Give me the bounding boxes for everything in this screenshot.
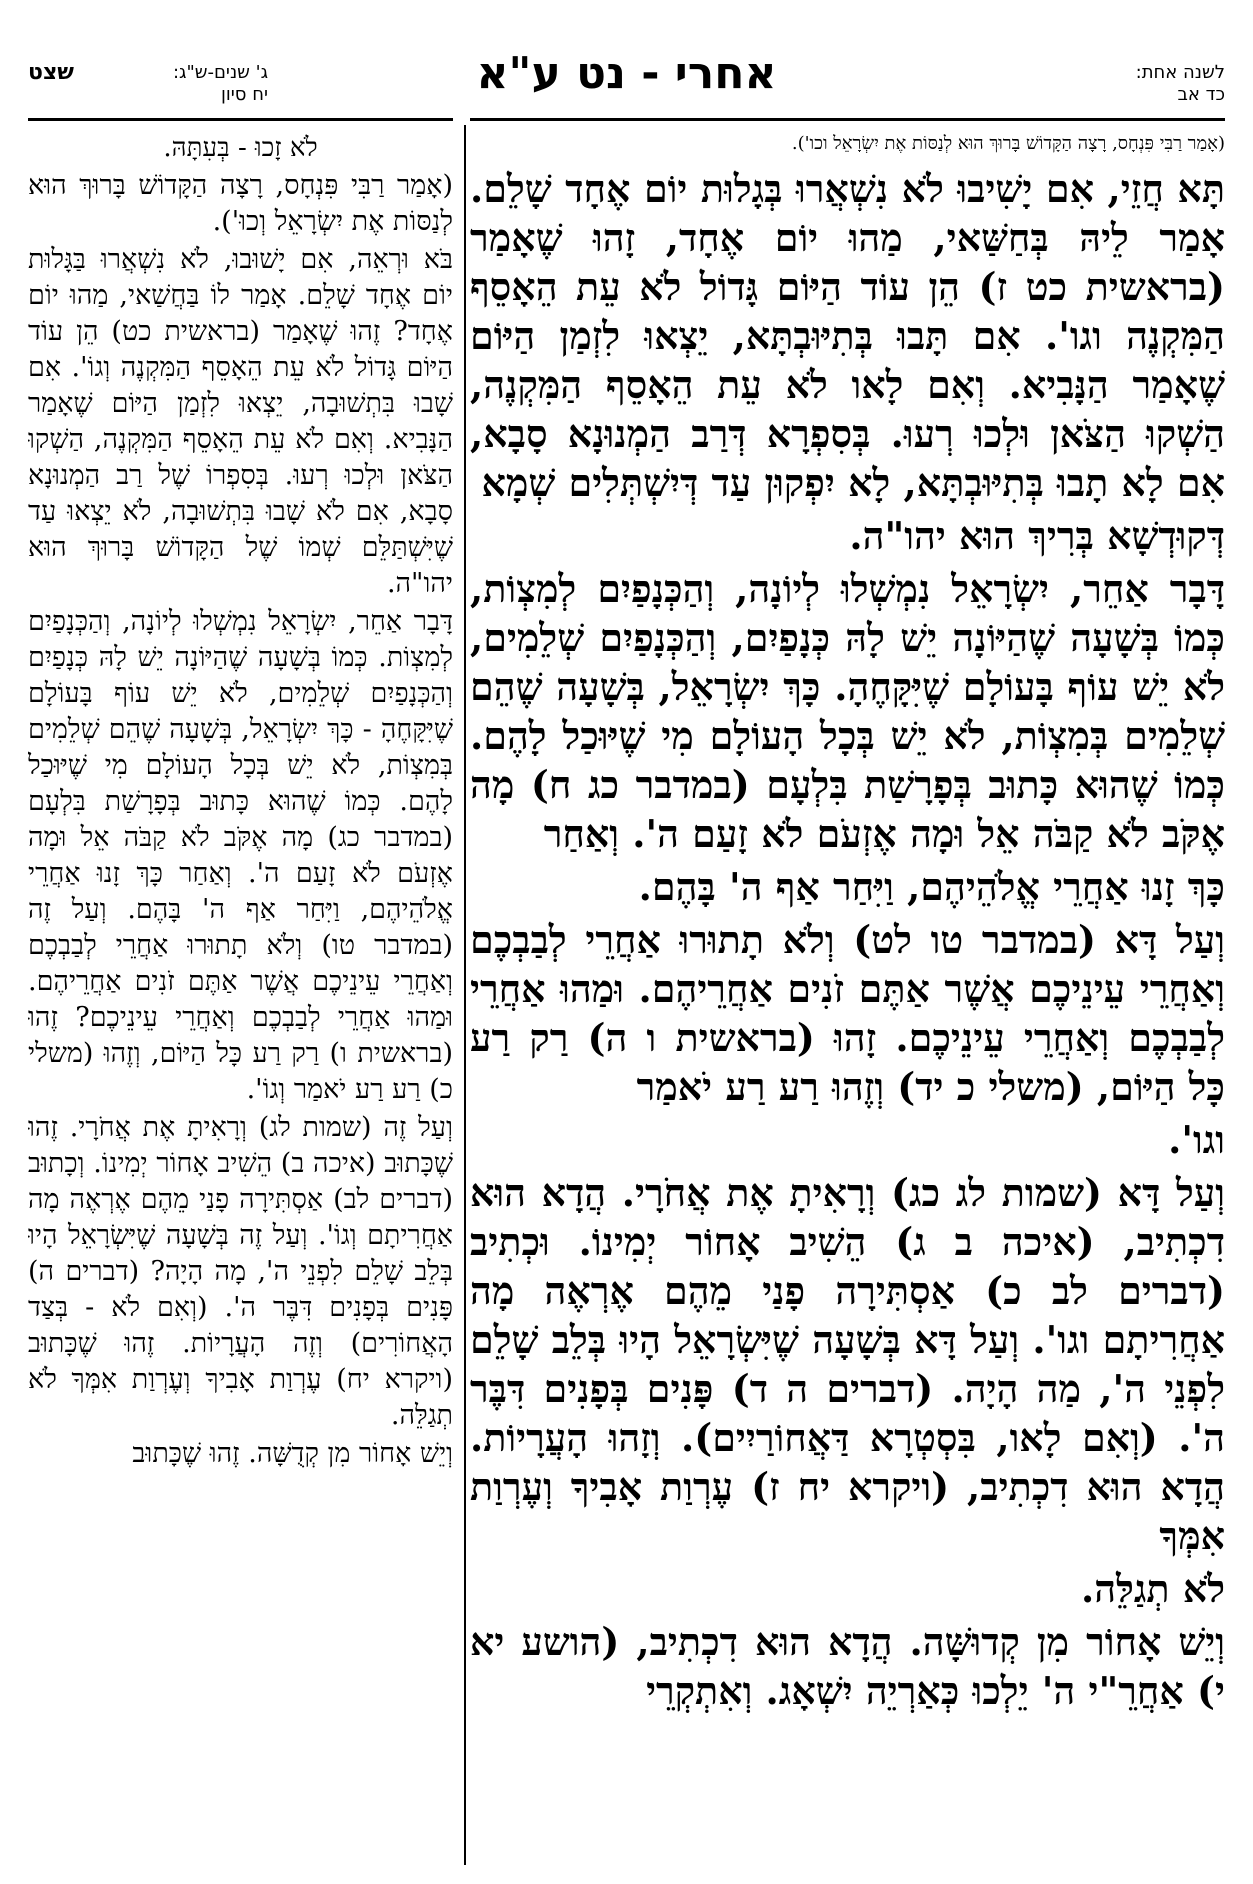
cycle-label-left: ג' שנים-ש"ג:: [172, 62, 268, 83]
study-cycle-label: לשנה אחת:: [1135, 62, 1225, 83]
side-paragraph: בֹּא וּרְאֵה, אִם יָשׁוּבוּ, לֹא נִשְׁאֲרוּ בַּגָּלוּת יוֹם אֶחָד שָׁלֵם. אָמַר לוֹ בַּחֲשַׁאי, מַהוּ יוֹם אֶחָד? זֶהוּ שֶׁאָמַר (בראשית כט) הֵן עוֹד הַיּוֹם גָּדוֹל לֹא עֵת הֵאָסֵף הַמִּקְנֶה וְגוֹ'. אִם שָׁבוּ בִּתְשׁוּבָה, יֵצְאוּ לִזְמַן הַיּוֹם שֶׁאָמַר הַנָּבִיא. וְאִם לֹא עֵת הֵאָסֵף הַמִּקְנֶה, הַשְׁקוּ הַצֹּאן וּלְכוּ רְעוּ. בְּסִפְרוֹ שֶׁל רַב הַמְנוּנָא סָבָא, אִם לֹא שָׁבוּ בִּתְשׁוּבָה, לֹא יֵצְאוּ עַד שֶׁיִּשְׁתַּלֵּם שְׁמוֹ שֶׁל הַקָּדוֹשׁ בָּרוּךְ הוּא יהו"ה.: [28, 244, 453, 599]
side-paragraph: דָּבָר אַחֵר, יִשְׂרָאֵל נִמְשְׁלוּ לְיוֹנָה, וְהַכְּנָפַיִם לְמִצְוֹת. כְּמוֹ בְּשָׁעָה שֶׁהַיּוֹנָה יֵשׁ לָהּ כְּנָפַיִם וְהַכְּנָפַיִם שְׁלֵמִים, לֹא יֵשׁ עוֹף בָּעוֹלָם שֶׁיִּקָּחֶהָ - כָּךְ יִשְׂרָאֵל, בְּשָׁעָה שֶׁהֵם שְׁלֵמִים בְּמִצְוֹת, לֹא יֵשׁ בְּכָל הָעוֹלָם מִי שֶׁיּוּכַל לָהֶם. כְּמוֹ שֶׁהוּא כָּתוּב בְּפָרָשַׁת בִּלְעָם (במדבר כג) מָה אֶקֹּב לֹא קַבֹּה אֵל וּמָה אֶזְעֹם לֹא זָעַם ה'. וְאַחַר כָּךְ זָנוּ אַחֲרֵי אֱלֹהֵיהֶם, וַיִּחַר אַף ה' בָּהֶם. וְעַל זֶה (במדבר טו) וְלֹא תָתוּרוּ אַחֲרֵי לְבַבְכֶם וְאַחֲרֵי עֵינֵיכֶם אֲשֶׁר אַתֶּם זֹנִים אַחֲרֵיהֶם. וּמַהוּ אַחֲרֵי לְבַבְכֶם וְאַחֲרֵי עֵינֵיכֶם? זֶהוּ (בראשית ו) רַק רַע כָּל הַיּוֹם, וְזֶהוּ (משלי כ) רַע רַע יֹאמַר וְגוֹ'.: [28, 606, 453, 1105]
study-cycle-date: כד אב: [1177, 84, 1225, 105]
main-paragraph: דָּבָר אַחֵר, יִשְׂרָאֵל נִמְשְׁלוּ לְיוֹנָה, וְהַכְּנָפַיִם לְמִצְוֹת, כְּמוֹ בְּשָׁעָה שֶׁהַיּוֹנָה יֵשׁ לָהּ כְּנָפַיִם, וְהַכְּנָפַיִם שְׁלֵמִים, לֹא יֵשׁ עוֹף בָּעוֹלָם שֶׁיִּקָּחֶהָ. כָּךְ יִשְׂרָאֵל, בְּשָׁעָה שֶׁהֵם שְׁלֵמִים בְּמִצְוֹת, לֹא יֵשׁ בְּכָל הָעוֹלָם מִי שֶׁיּוּכַל לָהֶם. כְּמוֹ שֶׁהוּא כָּתוּב בְּפָרָשַׁת בִּלְעָם (במדבר כג ח) מָה אֶקֹּב לֹא קַבֹּה אֵל וּמָה אֶזְעֹם לֹא זָעַם ה'. וְאַחַר: [470, 566, 1225, 856]
main-paragraph: כָּךְ זָנוּ אַחֲרֵי אֱלֹהֵיהֶם, וַיִּחַר אַף ה' בָּהֶם.: [638, 864, 1225, 909]
header-rule-side: [28, 118, 453, 121]
side-title: לֹא זָכוּ - בְּעִתָּהּ.: [163, 133, 318, 163]
translation-column: [28, 130, 453, 1860]
main-paragraph: וְעַל דָּא (שמות לג כג) וְרָאִיתָ אֶת אֲחֹרָי. הֲדָא הוּא דִכְתִיב, (איכה ב ג) הֵשִׁיב אָחוֹר יְמִינוֹ. וּכְתִיב (דברים לב כ) אַסְתִּירָה פָנַי מֵהֶם אֶרְאֶה מָה אַחֲרִיתָם וגו'. וְעַל דָּא בְּשָׁעָה שֶׁיִּשְׂרָאֵל הָיוּ בְּלֵב שָׁלֵם לִפְנֵי ה', מַה הָיָה. (דברים ה ד) פָּנִים בְּפָנִים דִּבֶּר ה'. (וְאִם לָאו, בִּסְטְרָא דַּאֲחוֹרַיִים). וְזָהוּ הָעֲרָיוֹת. הֲדָא הוּא דִכְתִיב, (ויקרא יח ז) עֶרְוַת אָבִיךָ וְעֶרְוַת אִמְּךָ: [470, 1170, 1225, 1558]
main-paragraph: וגו'.: [1168, 1117, 1225, 1162]
main-column: [470, 130, 1225, 1860]
main-lead: (אָמַר רַבִּי פִּנְחָס, רָצָה הַקָּדוֹשׁ בָּרוּךְ הוּא לְנַסּוֹת אֶת יִשְׂרָאֵל וכו').: [791, 133, 1225, 154]
side-paragraph: וְעַל זֶה (שמות לג) וְרָאִיתָ אֶת אֲחֹרָי. זֶהוּ שֶׁכָּתוּב (איכה ב) הֵשִׁיב אָחוֹר יְמִינוֹ. וְכָתוּב (דברים לב) אַסְתִּירָה פָנַי מֵהֶם אֶרְאֶה מָה אַחֲרִיתָם וְגוֹ'. וְעַל זֶה בְּשָׁעָה שֶׁיִּשְׂרָאֵל הָיוּ בְּלֵב שָׁלֵם לִפְנֵי ה', מָה הָיָה? (דברים ה) פָּנִים בְּפָנִים דִּבֶּר ה'. (וְאִם לֹא - בְּצַד הָאֲחוֹרִים) וְזֶה הָעֲרָיוֹת. זֶהוּ שֶׁכָּתוּב (ויקרא יח) עֶרְוַת אָבִיךָ וְעֶרְוַת אִמְּךָ לֹא תְגַלֵּה.: [28, 1112, 453, 1431]
main-paragraph: לֹא תְגַלֵּה.: [1081, 1566, 1225, 1611]
page-number: שצט: [28, 60, 74, 85]
main-paragraph: וְעַל דָּא (במדבר טו לט) וְלֹא תָתוּרוּ אַחֲרֵי לְבַבְכֶם וְאַחֲרֵי עֵינֵיכֶם אֲשֶׁר אַתֶּם זֹנִים אַחֲרֵיהֶם. וּמַהוּ אַחֲרֵי לְבַבְכֶם וְאַחֲרֵי עֵינֵיכֶם. זָהוּ (בראשית ו ה) רַק רַע כָּל הַיּוֹם, (משלי כ יד) וְזֶהוּ רַע רַע יֹאמַר: [470, 917, 1225, 1109]
main-paragraph: וְיֵשׁ אָחוֹר מִן קְדוּשָּׁה. הֲדָא הוּא דִכְתִיב, (הושע יא י) אַחֲרֵ"י ה' יֵלְכוּ כְּאַרְיֵה יִשְׁאָג. וְאִתְקְרֵי: [470, 1619, 1225, 1713]
side-paragraph: וְיֵשׁ אָחוֹר מִן קְדֻשָּׁה. זֶהוּ שֶׁכָּתוּב: [132, 1438, 453, 1469]
side-paragraph: (אָמַר רַבִּי פִּנְחָס, רָצָה הַקָּדוֹשׁ בָּרוּךְ הוּא לְנַסּוֹת אֶת יִשְׂרָאֵל וְכוּ').: [28, 170, 453, 237]
main-paragraph: דְּקוּדְשָׁא בְּרִיךְ הוּא יהו"ה.: [849, 513, 1225, 558]
cycle-date-left: יח סיון: [220, 84, 268, 105]
header-left: [28, 62, 268, 106]
main-paragraph: תָּא חֲזֵי, אִם יָשִׁיבוּ לֹא נִשְׁאֲרוּ בְּגָלוּת יוֹם אֶחָד שָׁלֵם. אָמַר לֵיהּ בְּחַשַּׁאי, מַהוּ יוֹם אֶחָד, זָהוּ שֶׁאָמַר (בראשית כט ז) הֵן עוֹד הַיּוֹם גָּדוֹל לֹא עֵת הֵאָסֵף הַמִּקְנֶה וגו'. אִם תָּבוּ בְּתִיּוּבְתָּא, יֵצְאוּ לִזְמַן הַיּוֹם שֶׁאָמַר הַנָּבִיא. וְאִם לָאו לֹא עֵת הֵאָסֵף הַמִּקְנֶה, הַשְׁקוּ הַצֹּאן וּלְכוּ רְעוּ. בְּסִפְרָא דְּרַב הַמְנוּנָא סָבָא, אִם לָא תָבוּ בְּתִיּוּבְתָּא, לָא יִפְקוּן עַד דְּיִשְׁתְּלִים שְׁמָא: [470, 166, 1225, 505]
column-divider: [464, 125, 466, 1865]
page-title: אחרי - נט ע"א: [476, 48, 777, 99]
header-rule-main: [470, 118, 1225, 121]
